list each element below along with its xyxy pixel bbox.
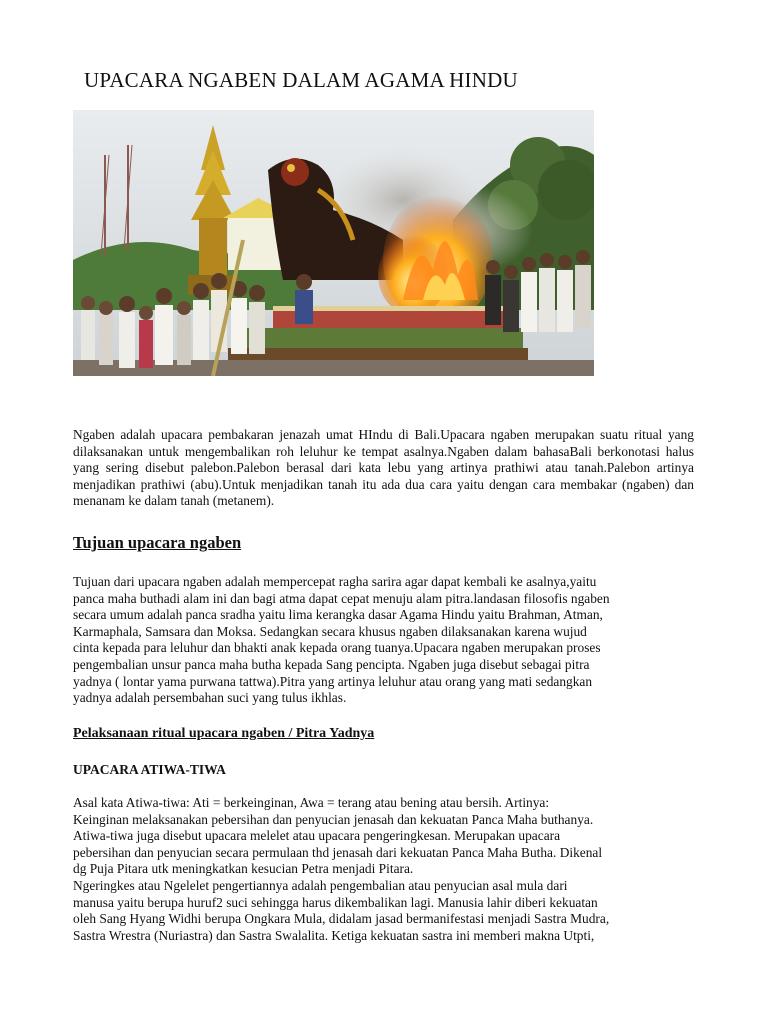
ngaben-ceremony-photo [73, 110, 594, 376]
atiwa-line: Atiwa-tiwa juga disebut upacara melelet atau upacara pengeringkesan. Merupakan upacara [73, 828, 561, 844]
atiwa-line: dg Puja Pitara utk meningkatkan kesucian Petra menjadi Pitara. [73, 861, 414, 877]
tujuan-line: Tujuan dari upacara ngaben adalah mempercepat ragha sarira agar dapat kembali ke asalnya,yaitu [73, 574, 597, 589]
section-heading-atiwa-tiwa: UPACARA ATIWA-TIWA [73, 762, 226, 777]
section-heading-tujuan: Tujuan upacara ngaben [73, 533, 242, 552]
atiwa-paragraph [73, 795, 694, 944]
tujuan-paragraph [73, 574, 694, 707]
atiwa-line: Asal kata Atiwa-tiwa: Ati = berkeinginan, Awa = terang atau bening atau bersih. Artinya: [73, 795, 550, 810]
atiwa-line: Ngeringkes atau Ngelelet pengertiannya adalah pengembalian atau penyucian asal mula dari [73, 877, 568, 893]
section-heading-pelaksanaan: Pelaksanaan ritual upacara ngaben / Pitra Yadnya [73, 726, 375, 741]
tujuan-line: secara umum adalah panca sradha yaitu lima kerangka dasar Agama Hindu yaitu Brahman, Atman, [73, 607, 603, 623]
tujuan-line: Karmaphala, Samsara dan Moksa. Sedangkan secara khusus ngaben dilaksanakan karena wujud [73, 623, 587, 639]
tujuan-line: cinta kepada para leluhur dan bhakti anak kepada orang tuanya.Upacara ngaben merupakan proses [73, 640, 601, 656]
atiwa-line: manusa yaitu berupa huruf2 suci sehingga harus dikembalikan lagi. Manusia lahir diberi kekuatan [73, 894, 598, 910]
atiwa-line: Sastra Wrestra (Nuriastra) dan Sastra Swalalita. Ketiga kekuatan sastra ini memberi makna Utpti, [73, 927, 595, 943]
intro-paragraph: Ngaben adalah upacara pembakaran jenazah umat HIndu di Bali.Upacara ngaben merupakan suatu ritual yang dilaksanakan untuk mengembalikan roh leluhur ke tempat asalnya.Ngaben dalam bahasaBali berkonotasi halus yang sering disebut palebon.Palebon berasal dari kata lebu yang artinya prathiwi atau tanah.Palebon artinya menjadikan prathiwi (abu).Untuk menjadikan tanah itu ada dua cara yaitu dengan cara membakar (ngaben) dan menanam ke dalam tanah (metanem). [73, 427, 694, 509]
tujuan-line: yadnya adalah persembahan suci yang tulus ikhlas. [73, 690, 347, 706]
page-title: UPACARA NGABEN DALAM AGAMA HINDU [84, 68, 518, 92]
atiwa-line: pebersihan dan penyucian secara permulaan thd jenasah dari kekuatan Panca Maha Butha. Dikenal [73, 844, 603, 860]
atiwa-line: Keinginan melaksanakan pebersihan dan penyucian jenasah dan kekuatan Panca Maha buthanya. [73, 811, 594, 827]
tujuan-line: pengembalian unsur panca maha butha kepada Sang pencipta. Ngaben juga disebut sebagai pitra [73, 656, 590, 672]
tujuan-line: yadnya ( lontar yama purwana tattwa).Pitra yang artinya leluhur atau orang yang mati sedangkan [73, 673, 593, 689]
tujuan-line: panca maha buthadi alam ini dan bagi atma dapat cepat menuju alam pitra.landasan filosofis ngaben [73, 590, 610, 606]
atiwa-line: oleh Sang Hyang Widhi berupa Ongkara Mula, didalam jasad bermanifestasi menjadi Sastra Mudra, [73, 911, 610, 927]
